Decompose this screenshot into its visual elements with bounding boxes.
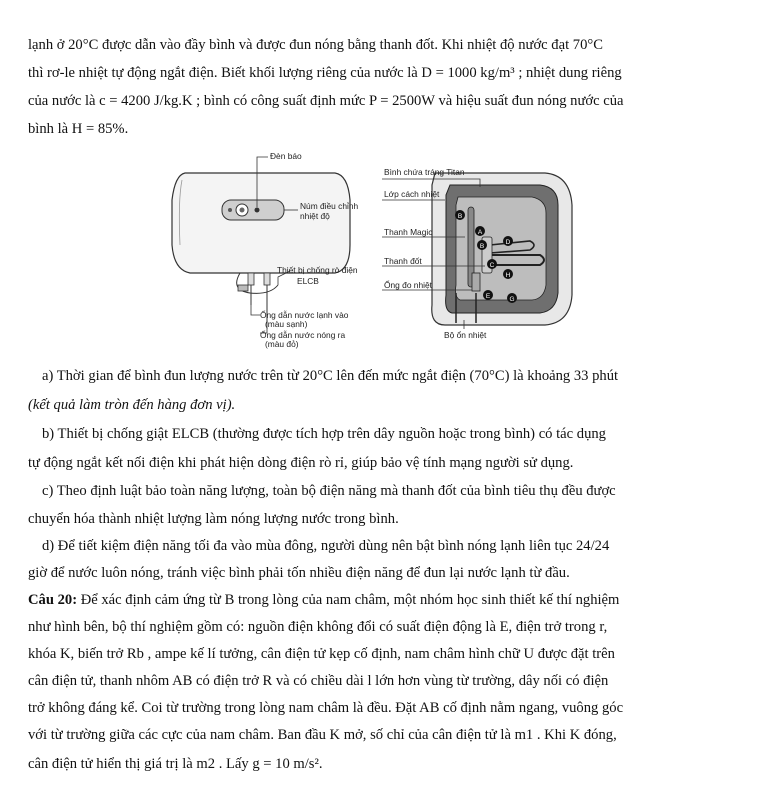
intro-line-2: thì rơ-le nhiệt tự động ngắt điện. Biết khối lượng riêng của nước là D = 1000 kg/m³ ; nhiệt dung riêng xyxy=(28,65,622,81)
question-20-label: Câu 20: xyxy=(28,592,78,608)
label-elcb-1: Thiết bị chống rò điện xyxy=(277,265,358,275)
statement-a-line-2: (kết quả làm tròn đến hàng đơn vị). xyxy=(28,397,236,413)
marker-h: H xyxy=(505,272,511,279)
statement-a-line-1: a) Thời gian để bình đun lượng nước trên từ 20°C lên đến mức ngắt điện (70°C) là khoảng 33 phút xyxy=(42,368,619,384)
label-binh-titan: Bình chứa tráng Titan xyxy=(384,167,465,177)
label-bo-on-nhiet: Bộ ổn nhiệt xyxy=(444,330,487,340)
marker-b-top: B xyxy=(457,213,463,220)
marker-d: D xyxy=(505,239,511,246)
question-20-line-2: như hình bên, bộ thí nghiệm gồm có: nguồn điện không đổi có suất điện động là E, điện trở trong r, xyxy=(28,619,608,635)
question-20-text-1: Để xác định cảm ứng từ B trong lòng của nam châm, một nhóm học sinh thiết kế thí nghiệm xyxy=(77,592,620,608)
intro-line-3: của nước là c = 4200 J/kg.K ; bình có công suất định mức P = 2500W và hiệu suất đun nóng nước của xyxy=(28,93,624,109)
question-20-line-3: khóa K, biến trở Rb , ampe kế lí tưởng, cân điện tử kẹp cố định, nam châm hình chữ U được đặt trên xyxy=(28,646,615,662)
label-ong-do-nhiet: Ống đo nhiệt xyxy=(384,280,432,290)
intro-line-1: lạnh ở 20°C được dẫn vào đầy bình và được đun nóng bằng thanh đốt. Khi nhiệt độ nước đạt 70°C xyxy=(28,37,603,53)
label-ong-lanh-2: (màu sạnh) xyxy=(265,319,308,329)
water-heater-figure xyxy=(160,145,580,360)
heater-cross-section xyxy=(432,173,572,325)
question-20-line-5: trở không đáng kể. Coi từ trường trong lòng nam châm là đều. Đặt AB cố định nằm ngang, vuông góc xyxy=(28,700,624,716)
statement-d-line-2: giờ để nước luôn nóng, tránh việc bình phải tốn nhiều điện năng để đun lại nước lạnh từ đầu. xyxy=(28,565,570,581)
statement-b-line-2: tự động ngắt kết nối điện khi phát hiện dòng điện rò rỉ, giúp bảo vệ tính mạng người sử dụng. xyxy=(28,455,574,471)
marker-e: E xyxy=(485,293,491,300)
question-20-line-6: với từ trường giữa các cực của nam châm. Ban đầu K mở, số chỉ của cân điện tử là m1 . Khi K đóng, xyxy=(28,727,617,743)
marker-a: A xyxy=(477,229,483,236)
label-ong-lanh-1: Ống dẫn nước lạnh vào xyxy=(260,310,349,320)
intro-line-4: bình là H = 85%. xyxy=(28,121,129,137)
label-num-dieu-chinh-2: nhiệt độ xyxy=(300,211,330,221)
marker-g: G xyxy=(509,296,515,303)
label-den-bao: Đèn báo xyxy=(270,151,302,161)
label-ong-nong-1: Ống dẫn nước nóng ra xyxy=(260,330,346,340)
label-thanh-magic: Thanh Magic xyxy=(384,227,433,237)
indicator-light-icon xyxy=(255,208,260,213)
label-lop-cach-nhiet: Lớp cách nhiệt xyxy=(384,189,440,199)
question-20-line-7: cân điện tử hiển thị giá trị là m2 . Lấy g = 10 m/s². xyxy=(28,756,323,772)
question-20-line-4: cân điện tử, thanh nhôm AB có điện trở R và có chiều dài l lớn hơn vùng từ trường, dây nối có điện xyxy=(28,673,609,689)
statement-d-line-1: d) Để tiết kiệm điện năng tối đa vào mùa đông, người dùng nên bật bình nóng lạnh liên tục 24/24 xyxy=(42,538,610,554)
marker-b: B xyxy=(479,243,485,250)
statement-c-line-1: c) Theo định luật bảo toàn năng lượng, toàn bộ điện năng mà thanh đốt của bình tiêu thụ đều được xyxy=(42,483,616,499)
label-ong-nong-2: (màu đỏ) xyxy=(265,339,299,349)
label-elcb-2: ELCB xyxy=(297,276,319,286)
question-20-line-1 xyxy=(28,592,728,609)
marker-c: C xyxy=(489,262,495,269)
statement-b-line-1: b) Thiết bị chống giật ELCB (thường được tích hợp trên dây nguồn hoặc trong bình) có tác dụng xyxy=(42,426,606,442)
heater-exterior xyxy=(172,173,350,323)
statement-c-line-2: chuyển hóa thành nhiệt lượng làm nóng lượng nước trong bình. xyxy=(28,511,399,527)
label-thanh-dot: Thanh đốt xyxy=(384,256,422,266)
label-num-dieu-chinh-1: Núm điều chỉnh xyxy=(300,201,359,211)
